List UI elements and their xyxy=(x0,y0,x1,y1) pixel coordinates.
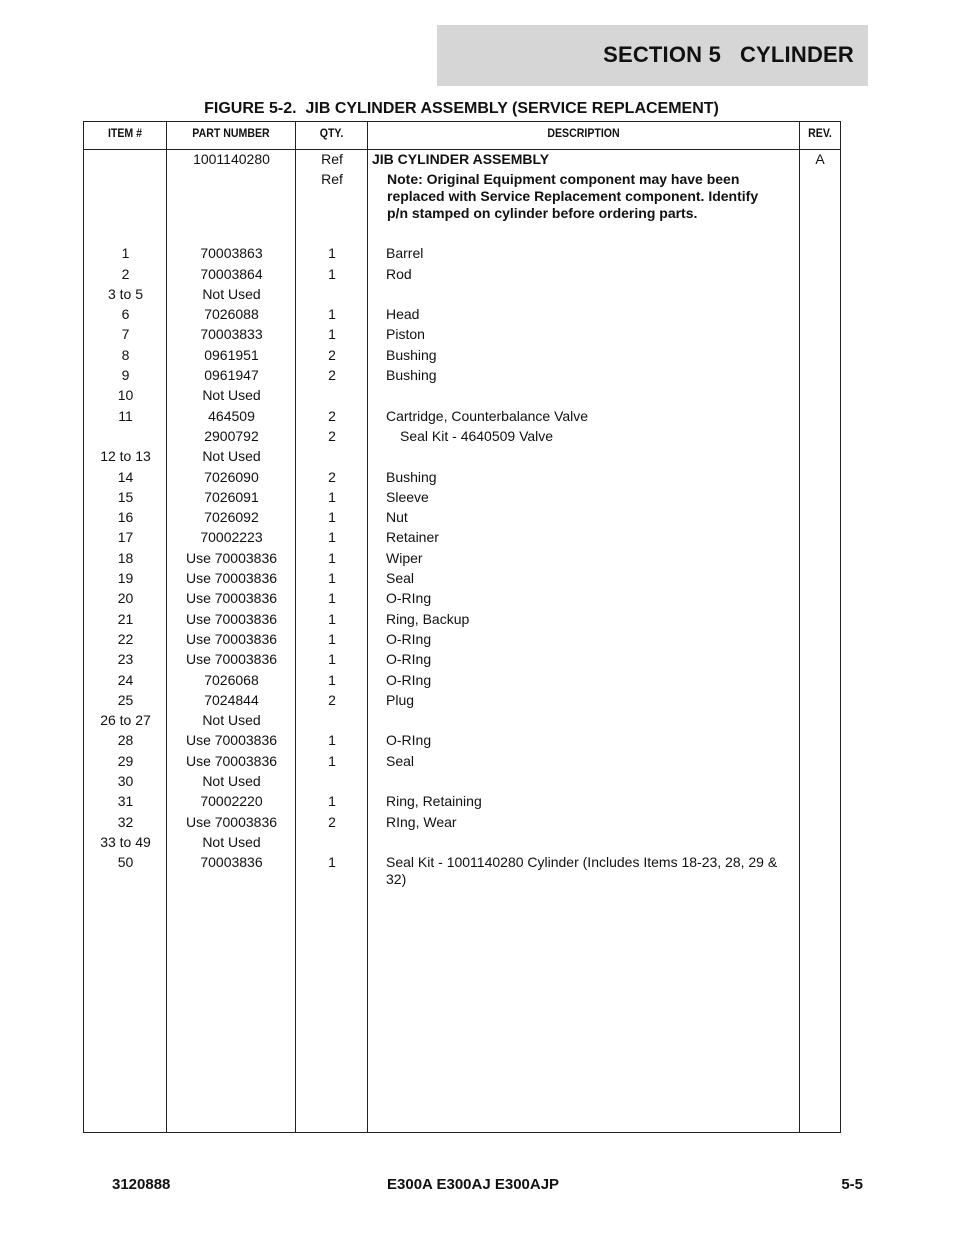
table-row xyxy=(84,710,840,730)
table-row xyxy=(84,385,840,405)
part-number: 70002223 xyxy=(200,529,263,546)
part-number: Use 70003836 xyxy=(185,813,278,830)
item-number: 50 xyxy=(117,854,134,871)
table-row-assembly xyxy=(84,149,840,169)
quantity: 1 xyxy=(328,570,336,587)
quantity: 1 xyxy=(328,590,336,607)
quantity: 2 xyxy=(328,346,336,363)
note-description: Note: Original Equipment component may have been replaced with Service Replacement component. Identify p/n stamped on cylinder before ordering parts. xyxy=(387,171,759,222)
description: O-RIng xyxy=(386,630,432,647)
description: Seal Kit - 1001140280 Cylinder (Includes Items 18-23, 28, 29 & 32) xyxy=(386,854,778,888)
item-number: 21 xyxy=(117,610,134,627)
part-number: Not Used xyxy=(202,285,261,302)
part-number: Use 70003836 xyxy=(185,549,278,566)
quantity: 1 xyxy=(328,326,336,343)
description: O-RIng xyxy=(386,671,432,688)
description: Rod xyxy=(386,265,412,282)
item-number: 7 xyxy=(121,326,130,343)
item-number: 24 xyxy=(117,671,134,688)
description: Sleeve xyxy=(386,488,429,505)
table-row xyxy=(84,406,840,426)
item-number: 9 xyxy=(121,367,130,384)
item-number: 18 xyxy=(117,549,134,566)
description: Barrel xyxy=(386,245,424,262)
table-row xyxy=(84,852,840,886)
item-number: 15 xyxy=(117,488,134,505)
part-number: Use 70003836 xyxy=(185,630,278,647)
part-number: 70003836 xyxy=(200,854,263,871)
quantity: 1 xyxy=(328,245,336,262)
table-row xyxy=(84,426,840,446)
quantity: 1 xyxy=(328,549,336,566)
footer-models: E300A E300AJ E300AJP xyxy=(387,1176,560,1193)
part-number: 70003863 xyxy=(200,245,263,262)
part-number: Use 70003836 xyxy=(185,732,278,749)
description: Piston xyxy=(386,326,425,343)
item-number: 1 xyxy=(121,245,130,262)
table-row xyxy=(84,730,840,750)
part-number: 7026090 xyxy=(204,468,259,485)
part-number: Use 70003836 xyxy=(185,590,278,607)
quantity: 1 xyxy=(328,265,336,282)
description: O-RIng xyxy=(386,590,432,607)
assembly-qty: Ref xyxy=(321,151,343,167)
description: Seal Kit - 4640509 Valve xyxy=(400,427,554,444)
quantity: 1 xyxy=(328,651,336,668)
part-number: 7026092 xyxy=(204,509,259,526)
part-number: Not Used xyxy=(202,387,261,404)
part-number: 70002220 xyxy=(200,793,263,810)
footer-doc-number: 3120888 xyxy=(112,1176,171,1193)
item-number: 22 xyxy=(117,630,134,647)
parts-table xyxy=(83,121,841,1133)
part-number: Use 70003836 xyxy=(185,651,278,668)
table-row xyxy=(84,304,840,324)
quantity: 1 xyxy=(328,671,336,688)
quantity: 2 xyxy=(328,691,336,708)
item-number: 29 xyxy=(117,752,134,769)
part-number: 464509 xyxy=(208,407,255,424)
item-number: 3 to 5 xyxy=(107,285,144,302)
quantity: 2 xyxy=(328,813,336,830)
description: Wiper xyxy=(386,549,423,566)
table-row xyxy=(84,690,840,710)
quantity: 1 xyxy=(328,488,336,505)
part-number: 7026091 xyxy=(204,488,259,505)
description: Bushing xyxy=(386,468,437,485)
description: Seal xyxy=(386,570,415,587)
table-row xyxy=(84,507,840,527)
table-row xyxy=(84,365,840,385)
item-number: 33 to 49 xyxy=(100,833,151,850)
table-body xyxy=(84,149,840,886)
table-row xyxy=(84,345,840,365)
description: Retainer xyxy=(386,529,439,546)
part-number: Use 70003836 xyxy=(185,570,278,587)
table-row xyxy=(84,324,840,344)
assembly-description: JIB CYLINDER ASSEMBLY xyxy=(372,151,550,167)
description: Head xyxy=(386,306,420,323)
table-row xyxy=(84,527,840,547)
quantity: 2 xyxy=(328,427,336,444)
table-row xyxy=(84,812,840,832)
quantity: 1 xyxy=(328,752,336,769)
table-row xyxy=(84,588,840,608)
part-number: 7026088 xyxy=(204,306,259,323)
table-row xyxy=(84,284,840,304)
description: Seal xyxy=(386,752,415,769)
description: Ring, Backup xyxy=(386,610,470,627)
description: O-RIng xyxy=(386,651,432,668)
header-rev: REV. xyxy=(808,128,832,140)
item-number: 32 xyxy=(117,813,134,830)
table-row xyxy=(84,264,840,284)
item-number: 11 xyxy=(118,407,133,424)
quantity: 1 xyxy=(328,732,336,749)
table-row xyxy=(84,649,840,669)
item-number: 30 xyxy=(117,773,134,790)
quantity: 1 xyxy=(328,509,336,526)
part-number: Use 70003836 xyxy=(185,610,278,627)
quantity: 1 xyxy=(328,630,336,647)
description: O-RIng xyxy=(386,732,432,749)
quantity: 1 xyxy=(328,306,336,323)
header-qty: QTY. xyxy=(319,128,344,140)
assembly-part-number: 1001140280 xyxy=(193,151,270,167)
quantity: 1 xyxy=(328,529,336,546)
item-number: 19 xyxy=(117,570,134,587)
table-row-note xyxy=(84,169,840,243)
table-row xyxy=(84,487,840,507)
item-number: 10 xyxy=(117,387,134,404)
part-number: 2900792 xyxy=(204,427,259,444)
description: Bushing xyxy=(386,346,437,363)
quantity: 2 xyxy=(328,407,336,424)
description: RIng, Wear xyxy=(386,813,457,830)
item-number: 8 xyxy=(121,346,130,363)
description: Cartridge, Counterbalance Valve xyxy=(386,407,589,424)
table-row xyxy=(84,568,840,588)
part-number: Not Used xyxy=(202,712,261,729)
item-number: 26 to 27 xyxy=(100,712,151,729)
item-number: 28 xyxy=(117,732,134,749)
item-number: 20 xyxy=(117,590,134,607)
table-row xyxy=(84,751,840,771)
item-number: 31 xyxy=(117,793,134,810)
item-number: 2 xyxy=(121,265,130,282)
table-row xyxy=(84,791,840,811)
header-item: ITEM # xyxy=(107,128,143,140)
part-number: 70003833 xyxy=(200,326,263,343)
part-number: Not Used xyxy=(202,448,261,465)
figure-title: FIGURE 5-2. JIB CYLINDER ASSEMBLY (SERVICE REPLACEMENT) xyxy=(204,100,719,117)
quantity: 2 xyxy=(328,367,336,384)
item-number: 12 to 13 xyxy=(100,448,151,465)
description: Plug xyxy=(386,691,415,708)
table-row xyxy=(84,629,840,649)
description: Ring, Retaining xyxy=(386,793,482,810)
item-number: 6 xyxy=(121,306,130,323)
item-number: 25 xyxy=(117,691,134,708)
item-number: 16 xyxy=(117,509,134,526)
table-row xyxy=(84,771,840,791)
quantity: 1 xyxy=(328,610,336,627)
part-number: 7026068 xyxy=(204,671,259,688)
table-row xyxy=(84,467,840,487)
table-header xyxy=(84,122,840,150)
footer-page-number: 5-5 xyxy=(841,1176,863,1193)
part-number: 0961947 xyxy=(204,367,259,384)
table-row xyxy=(84,548,840,568)
table-row xyxy=(84,243,840,263)
quantity: 2 xyxy=(328,468,336,485)
header-description: DESCRIPTION xyxy=(547,128,620,140)
table-row xyxy=(84,832,840,852)
part-number: 70003864 xyxy=(200,265,263,282)
assembly-rev: A xyxy=(815,151,825,167)
header-part-number: PART NUMBER xyxy=(192,128,270,140)
quantity: 1 xyxy=(328,854,336,871)
table-row xyxy=(84,670,840,690)
item-number: 17 xyxy=(117,529,134,546)
part-number: Not Used xyxy=(202,773,261,790)
item-number: 14 xyxy=(117,468,134,485)
note-qty: Ref xyxy=(321,171,343,188)
section-banner xyxy=(437,25,868,86)
description: Bushing xyxy=(386,367,437,384)
part-number: 7024844 xyxy=(204,691,259,708)
part-number: Use 70003836 xyxy=(185,752,278,769)
table-row xyxy=(84,609,840,629)
part-number: Not Used xyxy=(202,833,261,850)
part-number: 0961951 xyxy=(204,346,259,363)
section-title: SECTION 5 CYLINDER xyxy=(603,42,854,67)
item-number: 23 xyxy=(117,651,134,668)
quantity: 1 xyxy=(328,793,336,810)
description: Nut xyxy=(386,509,408,526)
table-row xyxy=(84,446,840,466)
